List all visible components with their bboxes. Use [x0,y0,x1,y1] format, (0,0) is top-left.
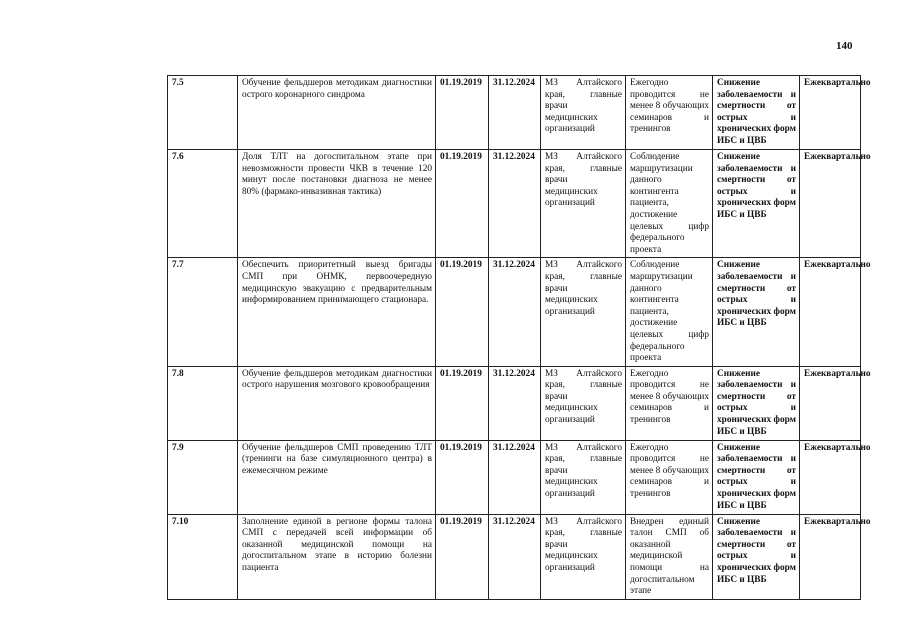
end-date: 31.12.2024 [489,366,541,440]
measure-number: 7.6 [168,150,238,258]
executor: МЗ Алтайского края, главные врачи медицинских организаций [541,440,626,514]
expected-result: Внедрен единый талон СМП об оказанной медицинской помощи на догоспитальном этапе [626,514,713,599]
reporting-period: Ежеквартально [800,514,861,599]
executor: МЗ Алтайского края, главные врачи медицинских организаций [541,76,626,150]
end-date: 31.12.2024 [489,150,541,258]
table-row [168,150,861,258]
target-indicator: Снижение заболеваемости и смертности от острых и хронических форм ИБС и ЦВБ [713,514,800,599]
table-row [168,440,861,514]
table-row [168,76,861,150]
measure-description: Заполнение единой в регионе формы талона СМП с передачей всей информации об оказанной медицинской помощи на догоспитальном этапе в историю болезни пациента [238,514,436,599]
end-date: 31.12.2024 [489,76,541,150]
start-date: 01.19.2019 [436,514,489,599]
start-date: 01.19.2019 [436,366,489,440]
executor: МЗ Алтайского края, главные врачи медицинских организаций [541,514,626,599]
measure-description: Обучение фельдшеров методикам диагностики острого коронарного синдрома [238,76,436,150]
reporting-period: Ежеквартально [800,366,861,440]
page-number: 140 [836,40,853,52]
measure-number: 7.8 [168,366,238,440]
expected-result: Соблюдение маршрутизации данного контингента пациента, достижение целевых цифр федерального проекта [626,150,713,258]
executor: МЗ Алтайского края, главные врачи медицинских организаций [541,258,626,366]
start-date: 01.19.2019 [436,76,489,150]
start-date: 01.19.2019 [436,258,489,366]
table-row [168,514,861,599]
expected-result: Ежегодно проводится не менее 8 обучающих семинаров и тренингов [626,76,713,150]
target-indicator: Снижение заболеваемости и смертности от острых и хронических форм ИБС и ЦВБ [713,258,800,366]
expected-result: Ежегодно проводится не менее 8 обучающих семинаров и тренингов [626,440,713,514]
table-row [168,366,861,440]
end-date: 31.12.2024 [489,440,541,514]
reporting-period: Ежеквартально [800,150,861,258]
measure-number: 7.10 [168,514,238,599]
target-indicator: Снижение заболеваемости и смертности от острых и хронических форм ИБС и ЦВБ [713,76,800,150]
executor: МЗ Алтайского края, главные врачи медицинских организаций [541,366,626,440]
measure-description: Обучение фельдшеров СМП проведению ТЛТ (тренинги на базе симуляционного центра) в ежемесячном режиме [238,440,436,514]
measures-table [167,75,871,600]
measure-description: Доля ТЛТ на догоспитальном этапе при невозможности провести ЧКВ в течение 120 минут после постановки диагноза не менее 80% (фармако-инвазивная тактика) [238,150,436,258]
end-date: 31.12.2024 [489,514,541,599]
measure-number: 7.9 [168,440,238,514]
target-indicator: Снижение заболеваемости и смертности от острых и хронических форм ИБС и ЦВБ [713,366,800,440]
measure-description: Обеспечить приоритетный выезд бригады СМП при ОНМК, первоочередную медицинскую эвакуацию с предварительным информированием принимающего стационара. [238,258,436,366]
expected-result: Ежегодно проводится не менее 8 обучающих семинаров и тренингов [626,366,713,440]
end-date: 31.12.2024 [489,258,541,366]
target-indicator: Снижение заболеваемости и смертности от острых и хронических форм ИБС и ЦВБ [713,440,800,514]
executor: МЗ Алтайского края, главные врачи медицинских организаций [541,150,626,258]
table-row [168,258,861,366]
expected-result: Соблюдение маршрутизации данного контингента пациента, достижение целевых цифр федерального проекта [626,258,713,366]
measure-number: 7.5 [168,76,238,150]
measure-description: Обучение фельдшеров методикам диагностики острого нарушения мозгового кровообращения [238,366,436,440]
start-date: 01.19.2019 [436,150,489,258]
reporting-period: Ежеквартально [800,258,861,366]
measure-number: 7.7 [168,258,238,366]
reporting-period: Ежеквартально [800,440,861,514]
target-indicator: Снижение заболеваемости и смертности от острых и хронических форм ИБС и ЦВБ [713,150,800,258]
reporting-period: Ежеквартально [800,76,861,150]
start-date: 01.19.2019 [436,440,489,514]
